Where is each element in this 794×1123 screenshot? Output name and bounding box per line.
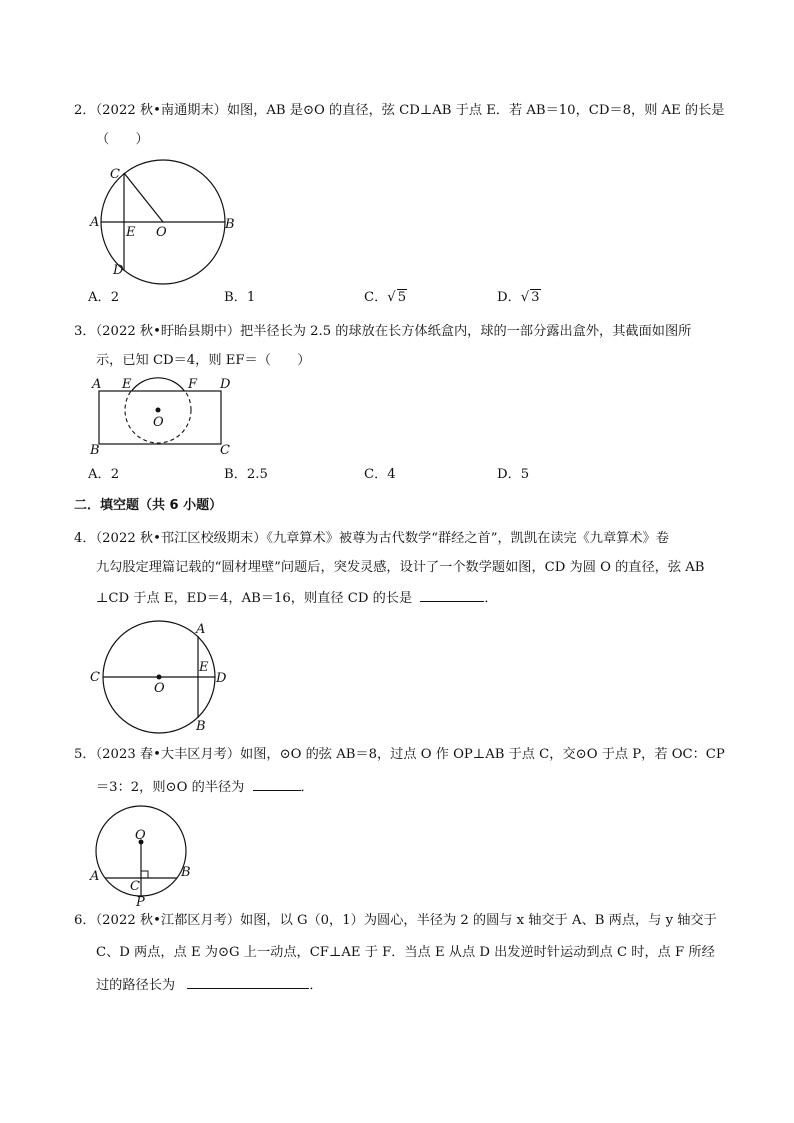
q4-label-d: D [216, 671, 227, 686]
q2-option-d-radicand: 3 [531, 290, 540, 305]
q5-label-p: P [136, 895, 145, 910]
q2-figure [88, 160, 248, 284]
q5-label-c: C [130, 879, 140, 894]
q4-text-line3-post: ． [484, 591, 498, 606]
q3-option-a: A．2 [88, 467, 120, 482]
q2-text-line2: （ ） [96, 132, 149, 147]
q2-option-d [497, 289, 541, 307]
q2-label-d: D [113, 263, 124, 278]
q3-label-o: O [153, 415, 164, 430]
q2-option-c-radicand: 5 [397, 290, 407, 305]
sqrt-sign-icon: √ 5 [387, 290, 407, 305]
q3-label-c: C [220, 443, 230, 458]
q6-text-line3-post: ． [309, 978, 323, 993]
q4-text-line3 [96, 589, 498, 608]
q2-label-o: O [156, 225, 167, 240]
q5-text-line2 [96, 778, 314, 797]
q4-text-line3-pre: ⊥CD 于点 E，ED＝4，AB＝16，则直径 CD 的长是 [96, 591, 413, 606]
q2-option-c [364, 289, 407, 307]
q5-answer-blank[interactable] [253, 778, 301, 791]
q2-option-c-prefix: C． [364, 290, 388, 305]
q5-label-a: A [90, 869, 100, 884]
q3-label-d: D [220, 377, 231, 392]
q3-option-c: C．4 [364, 467, 396, 482]
q2-label-c: C [110, 167, 120, 182]
q5-text-line2-post: ． [300, 780, 314, 795]
q4-label-a: A [196, 622, 206, 637]
q2-label-a: A [90, 215, 100, 230]
q2-label-b: B [225, 217, 235, 232]
q4-label-c: C [90, 670, 100, 685]
q3-label-e: E [122, 377, 132, 392]
q6-text-line2: C、D 两点，点 E 为⊙G 上一动点，CF⊥AE 于 F．当点 E 从点 D 出发逆时针运动到点 C 时，点 F 所经 [96, 945, 715, 960]
q3-label-f: F [188, 377, 198, 392]
q5-label-o: O [135, 828, 146, 843]
q2-option-a: A．2 [88, 290, 120, 305]
q3-option-d: D．5 [497, 467, 530, 482]
q6-text-line1: 6．（2022 秋•江都区月考）如图，以 G（0，1）为圆心，半径为 2 的圆与 x 轴交于 A、B 两点，与 y 轴交于 [74, 913, 717, 928]
q2-text-line1: 2．（2022 秋•南通期末）如图，AB 是⊙O 的直径，弦 CD⊥AB 于点 E．若 AB＝10，CD＝8，则 AE 的长是 [74, 103, 725, 118]
q3-label-b: B [90, 443, 100, 458]
q4-label-o: O [154, 681, 165, 696]
q4-figure [88, 620, 238, 738]
q2-option-d-prefix: D． [497, 290, 521, 305]
q5-text-line1: 5．（2023 春•大丰区月考）如图，⊙O 的弦 AB＝8，过点 O 作 OP⊥AB 于点 C，交⊙O 于点 P，若 OC：CP [74, 747, 725, 762]
q6-text-line3-pre: 过的路径长为 [96, 978, 176, 993]
q3-label-a: A [92, 377, 102, 392]
sqrt-sign-icon: √ 3 [520, 290, 540, 305]
q3-text-line1: 3．（2022 秋•盱眙县期中）把半径长为 2.5 的球放在长方体纸盒内，球的一部分露出盒外，其截面如图所 [74, 324, 692, 339]
section-title: 二．填空题（共 6 小题） [74, 498, 223, 513]
q3-figure [88, 372, 238, 458]
q2-label-e: E [126, 225, 136, 240]
q3-text-line2: 示，已知 CD＝4，则 EF＝（ ） [96, 353, 311, 368]
q2-option-b: B．1 [224, 290, 256, 305]
q6-text-line3 [96, 976, 323, 995]
q4-label-b: B [196, 719, 206, 734]
q4-answer-blank[interactable] [420, 589, 484, 602]
q4-text-line2: 九勾股定理篇记载的“圆材埋壁”问题后，突发灵感，设计了一个数学题如图，CD 为圆 O 的直径，弦 AB [96, 560, 705, 575]
q4-label-e: E [199, 660, 209, 675]
q5-label-b: B [181, 865, 191, 880]
q5-figure [88, 808, 208, 908]
q4-text-line1: 4．（2022 秋•邗江区校级期末）《九章算术》被尊为古代数学“群经之首”，凯凯在读完《九章算术》卷 [74, 531, 669, 546]
q6-answer-blank[interactable] [187, 976, 309, 989]
q5-text-line2-pre: ＝3：2，则⊙O 的半径为 [96, 780, 245, 795]
q3-option-b: B．2.5 [224, 467, 268, 482]
